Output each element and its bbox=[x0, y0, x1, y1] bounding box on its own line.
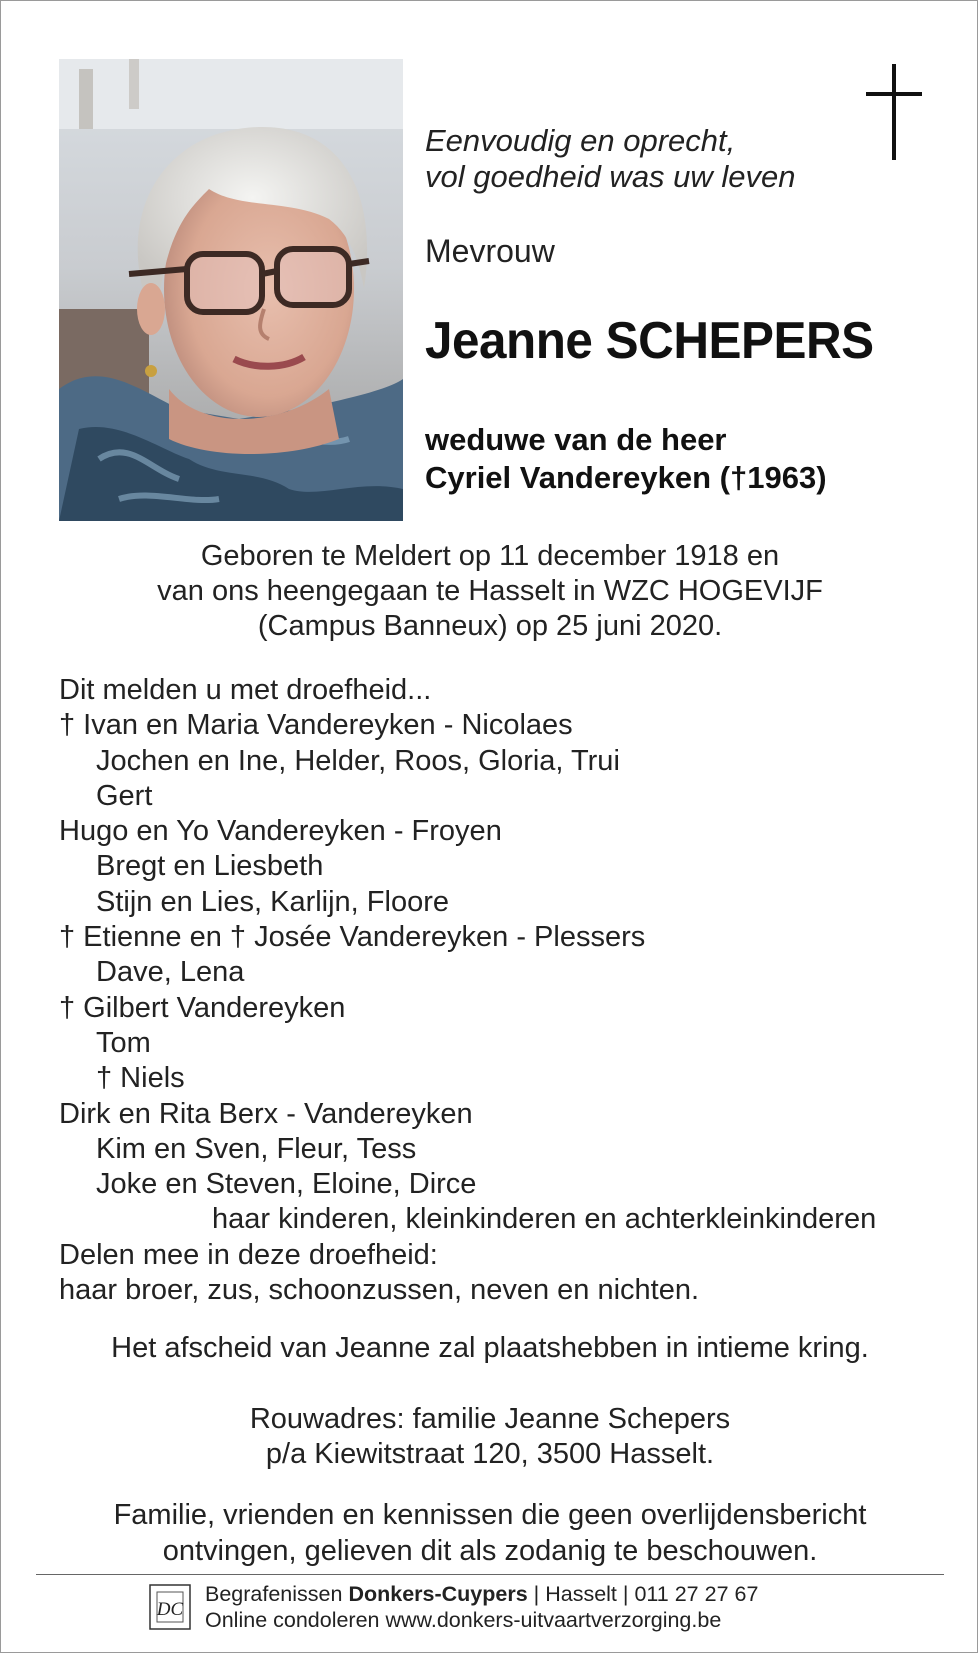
footer-separator: | bbox=[616, 1582, 635, 1606]
portrait-photo bbox=[59, 59, 403, 521]
footer-divider bbox=[36, 1574, 944, 1575]
family-members bbox=[59, 708, 939, 1202]
birth-death-info bbox=[1, 539, 979, 644]
footer-separator: | bbox=[527, 1582, 546, 1606]
birth-line: (Campus Banneux) op 25 juni 2020. bbox=[257, 610, 723, 642]
condolence-address bbox=[1, 1402, 979, 1472]
motto-line: Eenvoudig en oprecht, bbox=[425, 123, 736, 158]
honorific-title: Mevrouw bbox=[425, 233, 555, 269]
footer-website[interactable]: Online condoleren www.donkers-uitvaartverzorging.be bbox=[205, 1608, 722, 1632]
footer-city: Hasselt bbox=[545, 1582, 617, 1606]
motto-line: vol goedheid was uw leven bbox=[425, 159, 796, 194]
child-line: † Etienne en † Josée Vandereyken - Plessers bbox=[59, 921, 646, 954]
share-line: haar broer, zus, schoonzussen, neven en nichten. bbox=[59, 1274, 700, 1307]
birth-line: Geboren te Meldert op 11 december 1918 en bbox=[200, 540, 780, 572]
child-line: † Gilbert Vandereyken bbox=[59, 991, 346, 1024]
farewell-text: Het afscheid van Jeanne zal plaatshebben in intieme kring. bbox=[111, 1332, 869, 1364]
footer-phone[interactable]: 011 27 27 67 bbox=[634, 1582, 759, 1606]
company-name: Donkers-Cuypers bbox=[348, 1582, 528, 1606]
funeral-home-footer bbox=[205, 1581, 758, 1633]
widow-line: weduwe van de heer bbox=[425, 422, 727, 457]
family-intro: Dit melden u met droefheid... bbox=[59, 674, 432, 706]
grandchild-line: Jochen en Ine, Helder, Roos, Gloria, Trui bbox=[96, 744, 620, 777]
footer-prefix: Begrafenissen bbox=[205, 1582, 343, 1606]
child-line: Hugo en Yo Vandereyken - Froyen bbox=[59, 815, 502, 848]
grandchild-line: Bregt en Liesbeth bbox=[96, 850, 324, 883]
grandchild-line: † Niels bbox=[96, 1062, 185, 1095]
share-intro: Delen mee in deze droefheid: bbox=[59, 1238, 438, 1271]
notice-text bbox=[1, 1497, 979, 1569]
address-line: p/a Kiewitstraat 120, 3500 Hasselt. bbox=[265, 1438, 715, 1470]
family-list bbox=[59, 673, 939, 1308]
grandchild-line: Stijn en Lies, Karlijn, Floore bbox=[96, 885, 449, 918]
birth-line: van ons heengegaan te Hasselt in WZC HOGEVIJF bbox=[157, 575, 823, 607]
grandchild-line: Dave, Lena bbox=[96, 956, 245, 989]
address-line: Rouwadres: familie Jeanne Schepers bbox=[249, 1403, 731, 1435]
funeral-home-logo bbox=[149, 1584, 191, 1630]
notice-line: ontvingen, gelieven dit als zodanig te beschouwen. bbox=[162, 1535, 818, 1567]
widow-line: Cyriel Vandereyken (†1963) bbox=[425, 460, 827, 495]
grandchild-line: Tom bbox=[96, 1026, 151, 1059]
family-signoff: haar kinderen, kleinkinderen en achterkleinkinderen bbox=[212, 1203, 877, 1236]
child-line: † Ivan en Maria Vandereyken - Nicolaes bbox=[59, 709, 573, 742]
footer-line-1 bbox=[205, 1581, 758, 1607]
grandchild-line: Gert bbox=[96, 779, 153, 812]
grandchild-line: Kim en Sven, Fleur, Tess bbox=[96, 1132, 417, 1165]
widow-info bbox=[425, 421, 827, 497]
deceased-name: Jeanne SCHEPERS bbox=[425, 312, 874, 370]
notice-line: Familie, vrienden en kennissen die geen overlijdensbericht bbox=[113, 1499, 867, 1531]
motto bbox=[425, 123, 796, 195]
child-line: Dirk en Rita Berx - Vandereyken bbox=[59, 1097, 473, 1130]
grandchild-line: Joke en Steven, Eloine, Dirce bbox=[96, 1168, 477, 1201]
cross-icon bbox=[866, 64, 922, 160]
logo-letters: DC bbox=[156, 1599, 184, 1620]
